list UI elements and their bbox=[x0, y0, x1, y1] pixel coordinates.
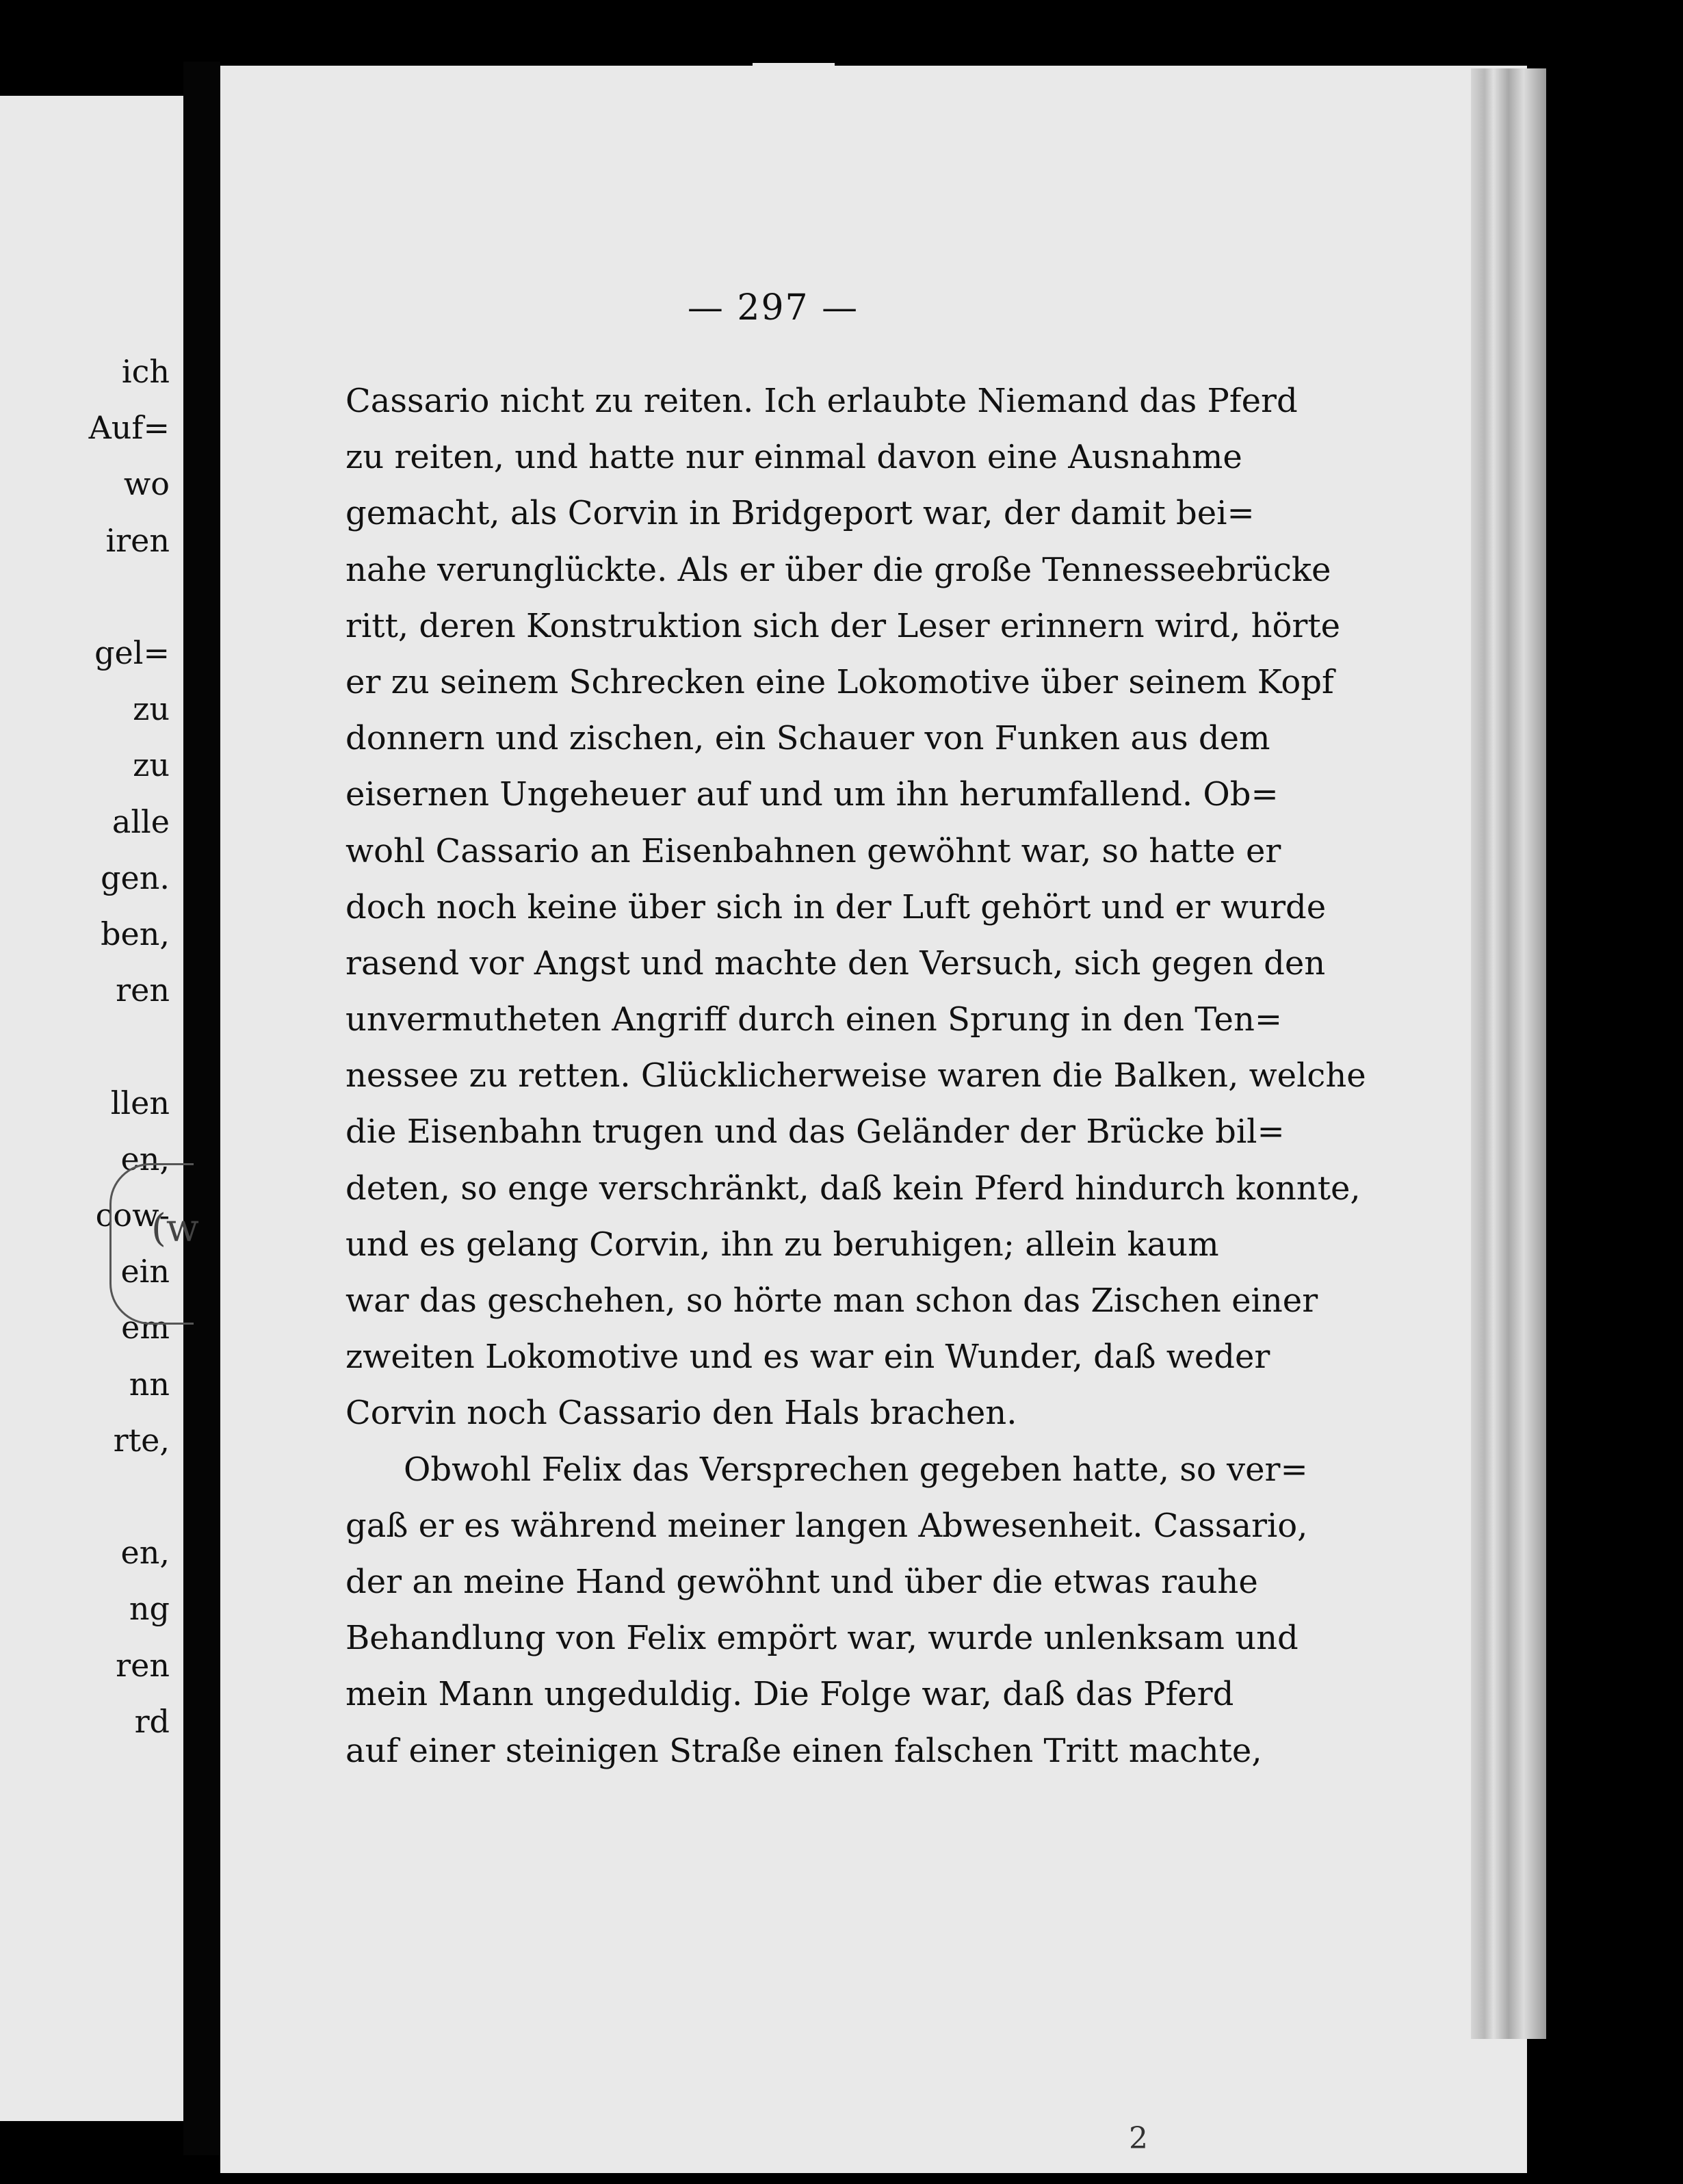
body-text bbox=[345, 373, 1366, 1779]
page-top-tab bbox=[753, 63, 835, 73]
text-line: deten, so enge verschränkt, daß kein Pferd hindurch konnte, bbox=[345, 1169, 1361, 1208]
left-page-text-fragment: en, bbox=[120, 1140, 170, 1178]
text-line: doch noch keine über sich in der Luft gehört und er wurde bbox=[345, 887, 1327, 926]
text-line: nahe verunglückte. Als er über die große Tennesseebrücke bbox=[345, 550, 1331, 589]
text-line: war das geschehen, so hörte man schon das Zischen einer bbox=[345, 1282, 1318, 1320]
left-page-text-fragment: ben, bbox=[101, 915, 170, 952]
text-line: wohl Cassario an Eisenbahnen gewöhnt war, so hatte er bbox=[345, 831, 1281, 870]
left-page-text-fragment: gen. bbox=[101, 859, 170, 896]
left-page-text-fragment: ich bbox=[121, 353, 170, 390]
text-line: nessee zu retten. Glücklicherweise waren die Balken, welche bbox=[345, 1056, 1366, 1095]
left-page-text-fragment: iren bbox=[105, 521, 170, 559]
text-line: Cassario nicht zu reiten. Ich erlaubte Niemand das Pferd bbox=[345, 382, 1298, 420]
book-gutter bbox=[183, 62, 220, 2155]
text-line: und es gelang Corvin, ihn zu beruhigen; allein kaum bbox=[345, 1225, 1219, 1264]
page-number: — 297 — bbox=[687, 287, 859, 328]
left-page-text-fragment: wo bbox=[123, 465, 170, 503]
text-line: auf einer steinigen Straße einen falschen Tritt machte, bbox=[345, 1731, 1262, 1770]
left-page-text-fragment: cow- bbox=[95, 1197, 170, 1234]
left-page-text-fragment: em bbox=[121, 1309, 170, 1347]
text-line: zweiten Lokomotive und es war ein Wunder, daß weder bbox=[345, 1338, 1270, 1377]
text-line: rasend vor Angst und machte den Versuch, sich gegen den bbox=[345, 944, 1326, 983]
text-line: unvermutheten Angriff durch einen Sprung in den Ten= bbox=[345, 1000, 1283, 1039]
left-page-text-fragment: Auf= bbox=[88, 409, 170, 447]
corner-pencil-mark: 2 bbox=[1129, 2121, 1148, 2156]
text-line: der an meine Hand gewöhnt und über die etwas rauhe bbox=[345, 1562, 1258, 1601]
text-line: donnern und zischen, ein Schauer von Funken aus dem bbox=[345, 719, 1270, 758]
text-line: die Eisenbahn trugen und das Geländer der Brücke bil= bbox=[345, 1113, 1285, 1152]
text-line: gaß er es während meiner langen Abwesenheit. Cassario, bbox=[345, 1506, 1308, 1545]
left-page-text-fragment: zu bbox=[133, 746, 170, 784]
text-line: Obwohl Felix das Versprechen gegeben hatte, so ver= bbox=[404, 1450, 1308, 1489]
left-page-text-fragment: rd bbox=[134, 1702, 170, 1740]
left-page-text-fragment: ng bbox=[129, 1590, 170, 1628]
margin-annotation-text: (w bbox=[151, 1206, 199, 1251]
text-line: Corvin noch Cassario den Hals brachen. bbox=[345, 1394, 1017, 1433]
left-page-text-fragment: nn bbox=[129, 1365, 170, 1403]
left-page-text-fragment: gel= bbox=[94, 634, 170, 671]
margin-annotation bbox=[109, 1163, 199, 1325]
left-page-text-fragment: zu bbox=[133, 690, 170, 728]
page-stack-edge bbox=[1471, 68, 1546, 2039]
left-page-text-fragment: ein bbox=[120, 1253, 170, 1290]
text-line: er zu seinem Schrecken eine Lokomotive über seinem Kopf bbox=[345, 662, 1334, 701]
text-line: gemacht, als Corvin in Bridgeport war, der damit bei= bbox=[345, 494, 1255, 533]
previous-page-fragment bbox=[0, 96, 183, 2121]
left-page-text-fragment: alle bbox=[112, 803, 170, 840]
text-line: eisernen Ungeheuer auf und um ihn herumfallend. Ob= bbox=[345, 775, 1279, 814]
text-line: Behandlung von Felix empört war, wurde unlenksam und bbox=[345, 1619, 1299, 1658]
text-line: ritt, deren Konstruktion sich der Leser erinnern wird, hörte bbox=[345, 606, 1341, 645]
text-line: zu reiten, und hatte nur einmal davon eine Ausnahme bbox=[345, 438, 1242, 477]
left-page-text-fragment: rte, bbox=[113, 1421, 170, 1459]
left-page-text-fragment: ren bbox=[116, 1646, 170, 1684]
text-line: mein Mann ungeduldig. Die Folge war, daß das Pferd bbox=[345, 1675, 1234, 1714]
left-page-text-fragment: llen bbox=[110, 1084, 170, 1121]
left-page-text-fragment: en, bbox=[120, 1534, 170, 1572]
left-page-text-fragment: ren bbox=[116, 972, 170, 1009]
